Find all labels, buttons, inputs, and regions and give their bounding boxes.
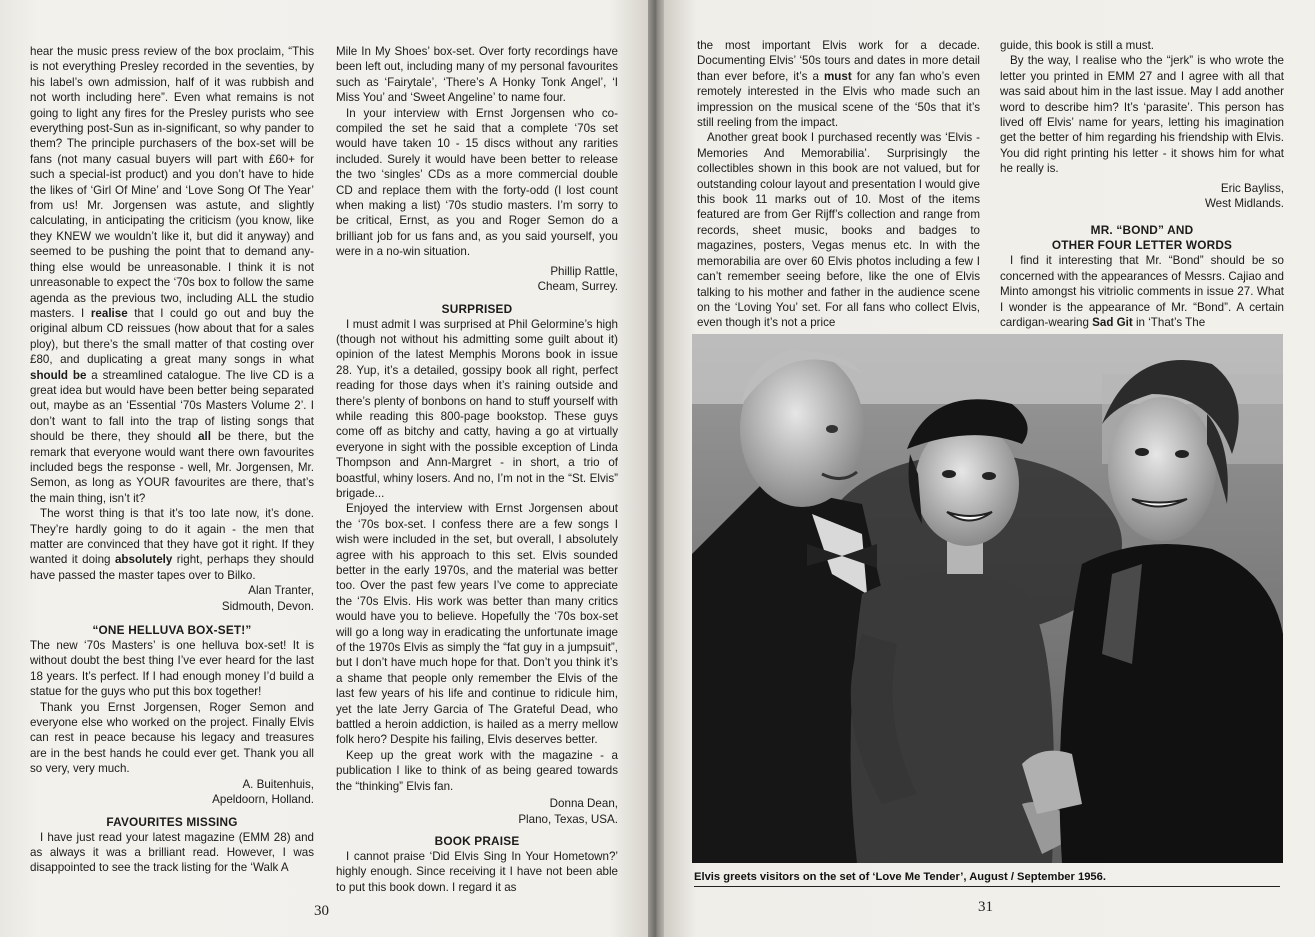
- paragraph: The new ‘70s Masters’ is one helluva box-set! It is without doubt the best thing I’ve ever heard for the last 18 years. It’s perfect. If I had enough money I’d build a statue for the guys who put this box together!: [30, 639, 314, 699]
- left-page: [0, 0, 648, 937]
- paragraph: Thank you Ernst Jorgensen, Roger Semon and everyone else who worked on the project. Finally Elvis can rest in peace because his legacy and treasures are in the best hands he could ever get. Thank you all so very, very much.: [30, 700, 314, 776]
- paragraph: hear the music press review of the box proclaim, “This is not everything Presley recorded in the seventies, by his label’s own admission, half of it was rubbish and not worth including here”. Even what remains is not going to light any fires for the Presley purists who see everything post-Sun as in-significant, so why pander to them? The principle purchasers of the box-set will be fans (not many casual buyers will part with £60+ for such a special-ist product) and you don’t have to hide the likes of ‘Girl Of Mine’ and ‘Love Song Of The Year’ from us! Mr. Jorgensen was astute, and slightly calculating, in anticipating the criticism (you know, like they KNEW we wouldn’t like it, but did it anyway) and seemed to be pushing the point that to demand any-thing else would be unreasonable. I think it is not unreasonable to expect the ‘70s box to follow the same agenda as the previous two, including ALL the studio masters. I realise that I could go out and buy the original album CD reissues (how about that for a sales ploy), but there’s the small matter of that costing over £80, and duplicating a great many songs in what should be a streamlined catalogue. The live CD is a great idea but would have been better being separated out, maybe as an ‘Essential ‘70s Masters Volume 2’. I don’t want to fall into the trap of listing songs that should be there, they should all be there, but the remark that everyone would want there own favourites included begs the response - well, Mr. Jorgensen, Mr. Semon, as long as YOUR favourites are there, that’s the main thing, isn’t it?: [30, 45, 314, 505]
- right-page: [664, 0, 1315, 937]
- paragraph: I have just read your latest magazine (EMM 28) and as always it was a brilliant read. However, I was disappointed to see the track listing for the ‘Walk A: [30, 830, 314, 875]
- paragraph: Enjoyed the interview with Ernst Jorgensen about the ‘70s box-set. I confess there are a few songs I wish were included in the set, but overall, I absolutely agree with his approach to this set. Elvis sounded better in the early 1970s, and the material was better too. Over the past few years I’ve come to appreciate the ‘70s Elvis. His work was better than many critics would have you to believe. Hopefully the ‘70s box-set will go a long way in eradicating the unfortunate image of the 1970s Elvis as simply the “fat guy in a jumpsuit”, but I don’t have much hope for that. Don’t you think it’s a shame that people only remember the Elvis of the last few years of his life and continue to ridicule him, yet the late Jerry Garcia of The Grateful Dead, who battled a heroin addiction, is hailed as a merry mellow folk hero? Despite his failing, Elvis deserves better.: [336, 502, 618, 747]
- paragraph: guide, this book is still a must.: [1000, 39, 1155, 52]
- signature-name: A. Buitenhuis,: [242, 777, 314, 791]
- signature-name: Alan Tranter,: [248, 584, 314, 598]
- letter-heading: BOOK PRAISE: [434, 833, 520, 848]
- paragraph: the most important Elvis work for a decade. Documenting Elvis’ ‘50s tours and dates in more detail than ever before, it’s a must for any fan who’s even remotely interested in the Elvis who made such an impression on the musical scene of the ‘50s that it’s still reeling from the impact.: [697, 39, 980, 130]
- paragraph: I find it interesting that Mr. “Bond” should be so concerned with the appearances of Messrs. Cajiao and Minto amongst his vitriolic comments in issue 27. What I wonder is the appearance of Mr. “Bond”. A certain cardigan-wearing Sad Git in ‘That’s The: [1000, 254, 1284, 330]
- photo-illustration: [692, 334, 1283, 863]
- signature-name: Donna Dean,: [549, 797, 618, 811]
- signature-place: Sidmouth, Devon.: [221, 599, 314, 613]
- letter-heading: SURPRISED: [441, 301, 513, 316]
- book-gutter: [648, 0, 664, 937]
- right-column-1: [697, 38, 980, 331]
- left-column-1: [30, 44, 314, 876]
- paragraph: By the way, I realise who the “jerk” is who wrote the letter you printed in EMM 27 and I agree with all that was said about him in the last issue. May I add another word to describe him? It’s ‘parasite’. This person has lived off Elvis’ name for years, letting his imagination get the better of him regarding his friendship with Elvis. You did right printing his letter - it shows him for what he really is.: [1000, 54, 1284, 176]
- right-column-2: [1000, 38, 1284, 331]
- paragraph: I must admit I was surprised at Phil Gelormine’s high (though not without his admitting some guilt about it) opinion of the latest Memphis Morons book in issue 28. Yup, it’s a detailed, gossipy book all right, perfect reading for those days when it’s raining outside and there’s plenty of bonbons on hand to stuff yourself with while reading this 800-page bookstop. These guys come off as bitchy and catty, having a go at virtually everyone in sight with the possible exception of Linda Thompson and Ann-Margret - in short, a trio of boastful, whiny losers. And no, I’m not in the “St. Elvis” brigade...: [336, 317, 618, 500]
- paragraph: Keep up the great work with the magazine - a publication I like to think of as being geared towards the “thinking” Elvis fan.: [336, 748, 618, 793]
- signature-name: Phillip Rattle,: [550, 264, 618, 278]
- signature-name: Eric Bayliss,: [1220, 181, 1284, 195]
- page-number: 31: [978, 899, 993, 915]
- elvis-photo: [692, 334, 1283, 863]
- paragraph: Mile In My Shoes’ box-set. Over forty recordings have been left out, including many of my personal favourites such as ‘Fairytale’, ‘There’s A Honky Tonk Angel’, ‘I Miss You’ and ‘Sweet Angeline’ to name four.: [336, 45, 618, 105]
- letter-heading: “ONE HELLUVA BOX-SET!”: [92, 623, 252, 638]
- signature-place: Apeldoorn, Holland.: [212, 793, 314, 807]
- letter-heading: FAVOURITES MISSING: [106, 814, 238, 829]
- paragraph: Another great book I purchased recently was ‘Elvis - Memories And Memorabilia’. Surprisingly the collectibles shown in this book are not valued, but for outstanding colour layout and presentation I would give this book 11 marks out of 10. Most of the items featured are from Ger Rijff’s collection and range from records, sheet music, books and badges to magazines, posters, Vegas menus etc. In with the memorabilia are over 60 Elvis photos including a few I can’t remember seeing before, like the one of Elvis talking to his mother and father in the audience scene on the ‘Loving You’ set. For all fans who collect Elvis, even though it’s not a price: [697, 131, 980, 330]
- left-column-2: [336, 44, 618, 895]
- letter-heading: MR. “BOND” AND OTHER FOUR LETTER WORDS: [1051, 223, 1233, 253]
- signature-place: West Midlands.: [1204, 197, 1284, 211]
- photo-caption: Elvis greets visitors on the set of ‘Love Me Tender’, August / September 1956.: [694, 871, 1280, 887]
- page-number: 30: [314, 903, 329, 919]
- paragraph: The worst thing is that it’s too late now, it’s done. They’re hardly going to do it again - the men that matter are convinced that they have got it right. If they wanted it doing absolutely right, perhaps they should have passed the master tapes over to Bilko.: [30, 507, 314, 582]
- signature-place: Plano, Texas, USA.: [518, 812, 618, 826]
- paragraph: In your interview with Ernst Jorgensen who co-compiled the set he said that a complete ‘70s set would have taken 10 - 15 discs without any rarities included. Surely it would have been better to release the two ‘singles’ CDs as a more commercial double CD and replace them with the forty-odd (I lost count when making a list) ‘70s studio masters. I’m sorry to be critical, Ernst, as you and Roger Semon do a brilliant job for us fans and, as you said yourself, you were in a no-win situation.: [336, 106, 618, 259]
- paragraph: I cannot praise ‘Did Elvis Sing In Your Hometown?’ highly enough. Since receiving it I have not been able to put this book down. I regard it as: [336, 849, 618, 894]
- signature-place: Cheam, Surrey.: [537, 280, 618, 294]
